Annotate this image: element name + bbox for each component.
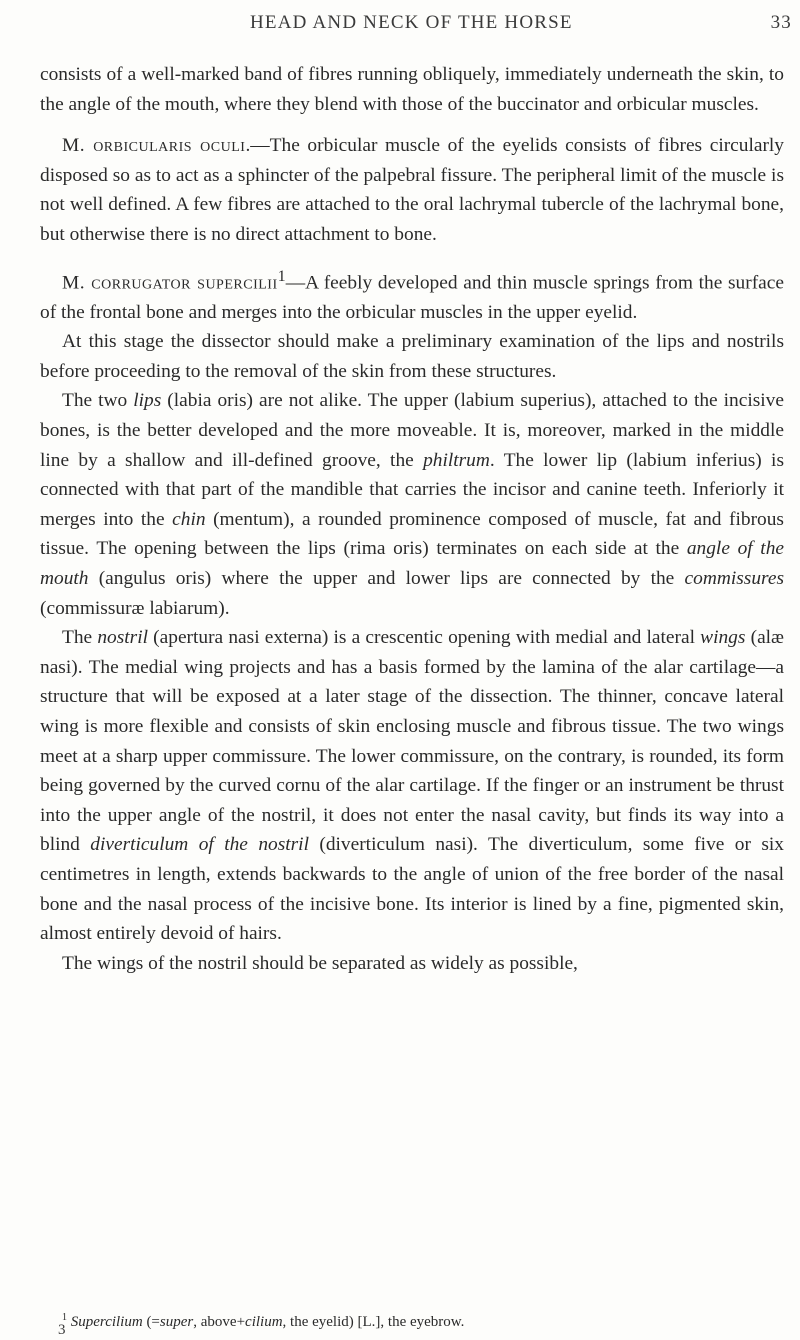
italic-term: wings	[700, 627, 746, 649]
running-title: HEAD AND NECK OF THE HORSE	[250, 12, 573, 33]
text-run: .—The orbicular muscle of the eyelids consists of fibres circularly disposed so as to act as a sphincter of the palpebral fissure. The peripheral limit of the muscle is not well defined. A few fibres are attached to the oral lachrymal tubercle of the lachrymal bone, but otherwise there is no direct attachment to bone.	[40, 135, 784, 245]
italic-term: super	[159, 1314, 194, 1330]
footnote-marker: 1	[62, 1312, 67, 1323]
paragraph	[40, 327, 784, 386]
page-number: 33	[770, 12, 792, 33]
paragraph	[40, 131, 784, 249]
text-run: consists of a well-marked band of fibres running obliquely, immediately underneath the skin, to the angle of the mouth, where they blend with those of the buccinator and orbicular muscles.	[40, 64, 784, 115]
paragraph	[40, 623, 784, 949]
footnote-text	[71, 1314, 465, 1330]
footnote-reference: 1	[277, 267, 286, 285]
text-run: The two	[62, 390, 134, 412]
text-run: , above+	[193, 1314, 246, 1330]
text-run: At this stage the dissector should make a preliminary examination of the lips and nostrils before proceeding to the removal of the skin from these structures.	[40, 331, 784, 382]
footnote	[40, 1309, 784, 1331]
italic-term: nostril	[97, 627, 148, 649]
text-run: (diverticulum nasi). The diverticulum, some five or six centimetres in length, extends backwards to the angle of union of the free border of the nasal bone and the nasal process of the incisive bone. Its interior is lined by a fine, pigmented skin, almost entirely devoid of hairs.	[40, 834, 784, 945]
paragraph	[40, 386, 784, 623]
signature-mark: 3	[58, 1322, 66, 1338]
paragraph	[40, 949, 784, 979]
body-text	[40, 60, 784, 978]
text-run: —A feebly developed and thin muscle springs from the surface of the frontal bone and merges into the orbicular muscles in the upper eyelid.	[40, 272, 784, 323]
text-run: . The lower lip (labium inferius) is connected with that part of the mandible that carries the incisor and canine teeth. Inferiorly it merges into the	[40, 449, 784, 530]
italic-term: diverticulum of the nostril	[90, 834, 309, 856]
italic-term: angle of the mouth	[40, 538, 784, 589]
paragraph	[40, 60, 784, 119]
text-run: (=	[142, 1314, 160, 1330]
text-run: (mentum), a rounded prominence composed of muscle, fat and fibrous tissue. The opening between the lips (rima oris) terminates on each side at the	[40, 508, 784, 560]
italic-term: cilium	[245, 1314, 283, 1330]
italic-term: lips	[133, 390, 162, 412]
text-run: The wings of the nostril should be separated as widely as possible,	[62, 952, 578, 974]
text-run: The	[62, 627, 98, 649]
paragraph	[40, 262, 784, 328]
italic-term: chin	[172, 508, 206, 530]
text-run: (alæ nasi). The medial wing projects and has a basis formed by the lamina of the alar cartilage—a structure that will be exposed at a later stage of the dissection. The thinner, concave lateral wing is more flexible and consists of skin enclosing muscle and fibrous tissue. The two wings meet at a sharp upper commissure. The lower commissure, on the contrary, is rounded, its form being governed by the curved cornu of the alar cartilage. If the finger or an instrument be thrust into the upper angle of the nostril, it does not enter the nasal cavity, but finds its way into a blind	[40, 627, 784, 856]
text-run: (labia oris) are not alike. The upper (labium superius), attached to the incisive bones, is the better developed and the more moveable. It is, moreover, marked in the middle line by a shallow and ill-defined groove, the	[40, 390, 784, 471]
text-run: (angulus oris) where the upper and lower lips are connected by the	[88, 567, 685, 589]
text-run: (commissuræ labiarum).	[40, 597, 230, 619]
text-run: , the eyelid) [L.], the eyebrow.	[282, 1314, 465, 1330]
italic-term: philtrum	[423, 449, 490, 471]
text-run: (apertura nasi externa) is a crescentic opening with medial and lateral	[148, 627, 701, 649]
italic-term: Supercilium	[70, 1314, 143, 1330]
italic-term: commissures	[684, 567, 784, 589]
muscle-heading: M. orbicularis oculi	[62, 135, 246, 157]
muscle-heading: M. corrugator supercilii	[62, 272, 278, 294]
